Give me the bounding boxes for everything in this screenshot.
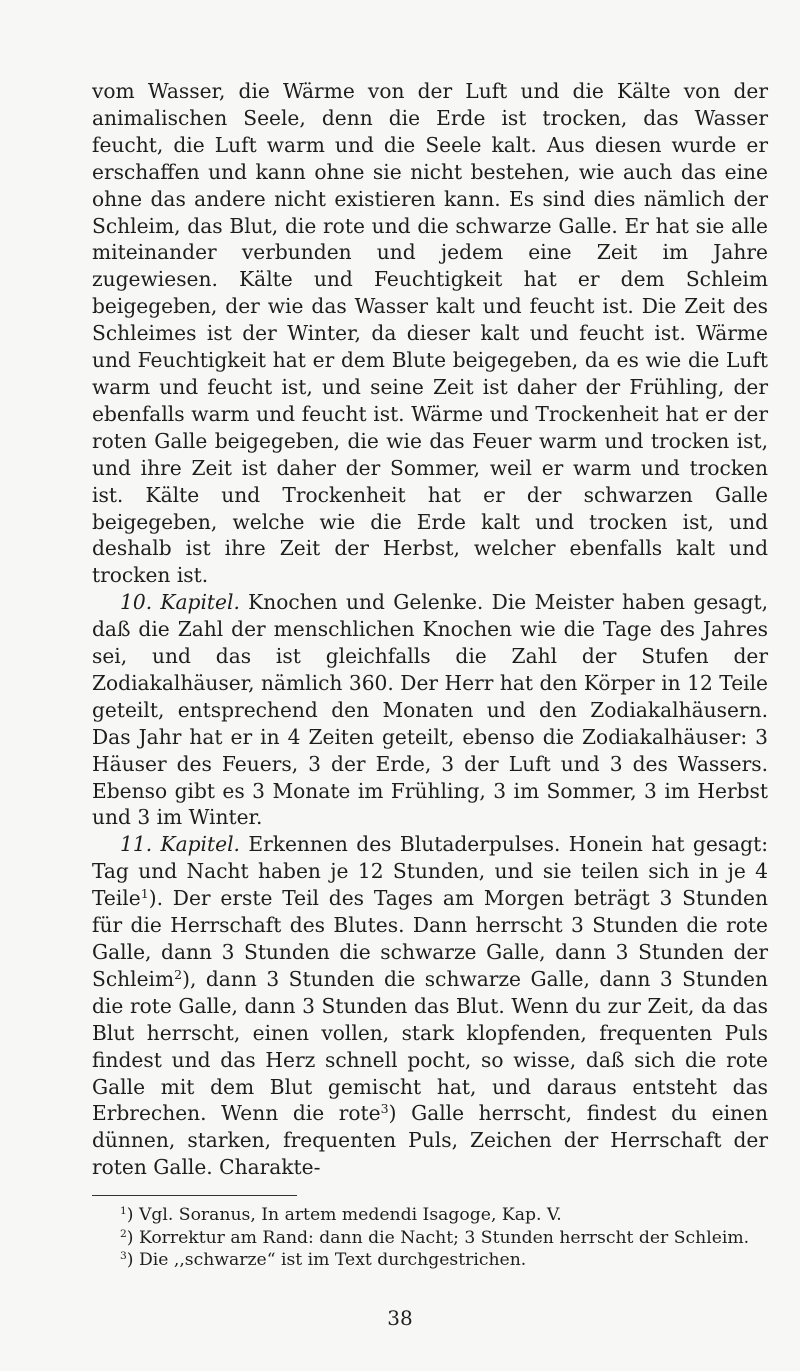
chapter-10-label: 10. Kapitel. [120, 590, 240, 615]
footnote-ref-2[interactable]: 2 [174, 967, 183, 983]
chapter-11-text-c: ), dann 3 Stunden die schwarze Galle, dann 3 Stunden die rote Galle, dann 3 Stunden das Blut. Wenn du zur Zeit, da das Blut herrscht, einen vollen, stark klopfenden, frequenten Puls findest und das Herz schnell pocht, so wisse, daß sich die rote Galle mit dem Blut gemischt hat, und daraus entsteht das Erbrechen. Wenn die rote [92, 966, 768, 1126]
footnote-3-number: 3 [120, 1249, 127, 1263]
footnote-3-text: ) Die ,,schwarze“ ist im Text durchgestrichen. [126, 1250, 527, 1271]
chapter-11-text-a: Erkennen des Blutaderpulses. Honein hat gesagt: Tag und Nacht haben je 12 Stunden, und sie teilen sich in je 4 Teile [92, 832, 769, 911]
footnote-ref-1[interactable]: 1 [140, 886, 149, 902]
footnote-divider [92, 1195, 297, 1196]
chapter-11-text-d: ) Galle herrscht, findest du einen dünnen, starken, frequenten Puls, Zeichen der Herrschaft der roten Galle. Charakte- [92, 1101, 769, 1180]
chapter-11-label: 11. Kapitel. [120, 832, 240, 857]
footnotes [92, 1204, 768, 1272]
footnote-1 [92, 1204, 768, 1227]
footnote-3 [92, 1249, 768, 1272]
page-number: 38 [387, 1306, 413, 1330]
footnote-ref-3[interactable]: 3 [380, 1101, 389, 1117]
footnote-2 [92, 1227, 768, 1250]
body-text [92, 78, 768, 1181]
paragraph-chapter-10 [92, 589, 768, 831]
footnote-1-text: ) Vgl. Soranus, In artem medendi Isagoge, Kap. V. [126, 1205, 562, 1226]
chapter-10-text: Knochen und Gelenke. Die Meister haben gesagt, daß die Zahl der menschlichen Knochen wie die Tage des Jahres sei, und das ist gleichfalls die Zahl der Stufen der Zodiakalhäuser, nämlich 360. Der Herr hat den Körper in 12 Teile geteilt, entsprechend den Monaten und den Zodiakalhäusern. Das Jahr hat er in 4 Zeiten geteilt, ebenso die Zodiakalhäuser: 3 Häuser des Feuers, 3 der Erde, 3 der Luft und 3 des Wassers. Ebenso gibt es 3 Monate im Frühling, 3 im Sommer, 3 im Herbst und 3 im Winter. [92, 590, 768, 830]
paragraph-chapter-11 [92, 831, 768, 1181]
footnote-2-text: ) Korrektur am Rand: dann die Nacht; 3 Stunden herrscht der Schleim. [126, 1227, 750, 1248]
chapter-11-text-b: ). Der erste Teil des Tages am Morgen beträgt 3 Stunden für die Herrschaft des Blutes. Dann herrscht 3 Stunden die rote Galle, dann 3 Stunden die schwarze Galle, dann 3 Stunden der Schleim [92, 886, 768, 991]
footnote-1-number: 1 [120, 1204, 127, 1218]
page-content [92, 78, 768, 1272]
paragraph-humors: vom Wasser, die Wärme von der Luft und die Kälte von der animalischen Seele, denn die Erde ist trocken, das Wasser feucht, die Luft warm und die Seele kalt. Aus diesen wurde er erschaffen und kann ohne sie nicht bestehen, wie auch das eine ohne das andere nicht existieren kann. Es sind dies nämlich der Schleim, das Blut, die rote und die schwarze Galle. Er hat sie alle miteinander verbunden und jedem eine Zeit im Jahre zugewiesen. Kälte und Feuchtigkeit hat er dem Schleim beigegeben, der wie das Wasser kalt und feucht ist. Die Zeit des Schleimes ist der Winter, da dieser kalt und feucht ist. Wärme und Feuchtigkeit hat er dem Blute beigegeben, da es wie die Luft warm und feucht ist, und seine Zeit ist daher der Frühling, der ebenfalls warm und feucht ist. Wärme und Trockenheit hat er der roten Galle beigegeben, die wie das Feuer warm und trocken ist, und ihre Zeit ist daher der Sommer, weil er warm und trocken ist. Kälte und Trockenheit hat er der schwarzen Galle beigegeben, welche wie die Erde kalt und trocken ist, und deshalb ist ihre Zeit der Herbst, welcher ebenfalls kalt und trocken ist. [92, 79, 768, 588]
footnote-2-number: 2 [120, 1226, 127, 1240]
